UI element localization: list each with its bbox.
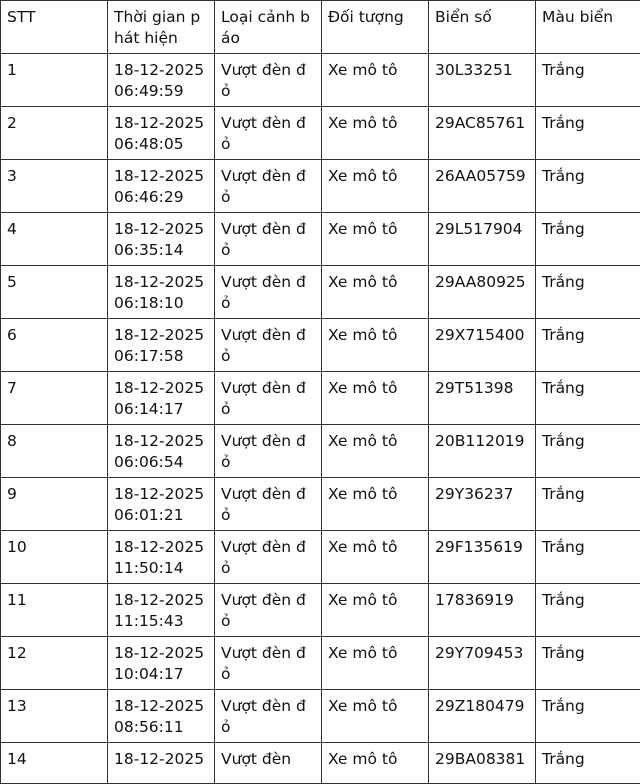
cell-plate-color-text: Trắng <box>542 432 585 450</box>
cell-vehicle-type-text: Xe mô tô <box>328 485 397 503</box>
table-row <box>1 531 640 584</box>
cell-vehicle-type-text: Xe mô tô <box>328 114 397 132</box>
table-row <box>1 54 640 107</box>
cell-vehicle-type-text: Xe mô tô <box>328 379 397 397</box>
table-row <box>1 637 640 690</box>
cell-plate-color <box>536 690 640 743</box>
cell-detection-time-text: 11:50:14 <box>114 559 184 577</box>
cell-vehicle-type <box>322 266 429 319</box>
cell-plate-color-text: Trắng <box>542 114 585 132</box>
table-row <box>1 372 640 425</box>
cell-alert-type <box>215 478 322 531</box>
cell-detection-time-text: 06:48:05 <box>114 135 184 153</box>
cell-vehicle-type-text: Xe mô tô <box>328 750 397 768</box>
cell-detection-time-text: 18-12-2025 <box>114 167 204 185</box>
cell-plate-number-text: 29AC85761 <box>435 114 525 132</box>
cell-vehicle-type-text: Xe mô tô <box>328 273 397 291</box>
cell-plate-number <box>429 319 536 372</box>
cell-alert-type-text: Vượt đèn đỏ <box>221 379 306 418</box>
cell-stt-text: 10 <box>7 538 27 556</box>
cell-vehicle-type-text: Xe mô tô <box>328 591 397 609</box>
cell-alert-type <box>215 690 322 743</box>
table-row <box>1 690 640 743</box>
cell-detection-time-text: 18-12-2025 <box>114 644 204 662</box>
cell-alert-type <box>215 637 322 690</box>
cell-plate-number-text: 29BA08381 <box>435 750 525 768</box>
cell-detection-time-text: 18-12-2025 <box>114 273 204 291</box>
cell-alert-type-text: Vượt đèn đỏ <box>221 644 306 683</box>
table-row <box>1 584 640 637</box>
cell-detection-time-text: 06:14:17 <box>114 400 184 418</box>
cell-detection-time <box>108 584 215 637</box>
cell-stt <box>1 54 108 107</box>
table-row <box>1 266 640 319</box>
cell-stt-text: 2 <box>7 114 17 132</box>
cell-vehicle-type <box>322 160 429 213</box>
cell-vehicle-type-text: Xe mô tô <box>328 326 397 344</box>
cell-plate-color-text: Trắng <box>542 220 585 238</box>
cell-detection-time-text: 06:46:29 <box>114 188 184 206</box>
header-detection-time: Thời gian phát hiện <box>108 1 215 54</box>
cell-vehicle-type <box>322 531 429 584</box>
cell-vehicle-type-text: Xe mô tô <box>328 644 397 662</box>
cell-stt-text: 14 <box>7 750 27 768</box>
table-row <box>1 743 640 784</box>
cell-plate-color-text: Trắng <box>542 326 585 344</box>
cell-stt-text: 1 <box>7 61 17 79</box>
cell-vehicle-type <box>322 690 429 743</box>
cell-plate-color-text: Trắng <box>542 697 585 715</box>
cell-alert-type-text: Vượt đèn đỏ <box>221 326 306 365</box>
cell-plate-color <box>536 54 640 107</box>
cell-detection-time-text: 06:18:10 <box>114 294 184 312</box>
cell-alert-type <box>215 160 322 213</box>
cell-alert-type-text: Vượt đèn đỏ <box>221 61 306 100</box>
cell-plate-number-text: 26AA05759 <box>435 167 526 185</box>
cell-plate-color <box>536 319 640 372</box>
cell-stt-text: 11 <box>7 591 27 609</box>
cell-detection-time-text: 18-12-2025 <box>114 485 204 503</box>
cell-detection-time-text: 06:06:54 <box>114 453 184 471</box>
table-row <box>1 213 640 266</box>
cell-vehicle-type-text: Xe mô tô <box>328 538 397 556</box>
cell-plate-number <box>429 160 536 213</box>
cell-plate-number <box>429 478 536 531</box>
cell-plate-color <box>536 107 640 160</box>
table-header-row <box>1 1 640 54</box>
cell-stt <box>1 107 108 160</box>
cell-stt-text: 9 <box>7 485 17 503</box>
table-row <box>1 478 640 531</box>
cell-plate-color <box>536 372 640 425</box>
cell-alert-type-text: Vượt đèn đỏ <box>221 485 306 524</box>
cell-vehicle-type <box>322 478 429 531</box>
cell-vehicle-type-text: Xe mô tô <box>328 220 397 238</box>
cell-stt <box>1 266 108 319</box>
cell-detection-time-text: 18-12-2025 <box>114 61 204 79</box>
cell-stt <box>1 531 108 584</box>
cell-plate-number <box>429 54 536 107</box>
cell-plate-number-text: 29Y709453 <box>435 644 523 662</box>
cell-alert-type <box>215 584 322 637</box>
cell-plate-number-text: 29Y36237 <box>435 485 514 503</box>
cell-detection-time <box>108 637 215 690</box>
cell-alert-type-text: Vượt đèn đỏ <box>221 273 306 312</box>
header-vehicle-type: Đối tượng <box>322 1 429 54</box>
cell-detection-time-text: 06:35:14 <box>114 241 184 259</box>
cell-alert-type <box>215 266 322 319</box>
cell-alert-type <box>215 531 322 584</box>
cell-plate-color-text: Trắng <box>542 167 585 185</box>
cell-plate-number <box>429 743 536 784</box>
cell-plate-color <box>536 266 640 319</box>
cell-plate-color-text: Trắng <box>542 273 585 291</box>
cell-alert-type <box>215 107 322 160</box>
cell-vehicle-type-text: Xe mô tô <box>328 167 397 185</box>
cell-alert-type-text: Vượt đèn đỏ <box>221 697 306 736</box>
cell-vehicle-type <box>322 54 429 107</box>
cell-vehicle-type-text: Xe mô tô <box>328 61 397 79</box>
cell-alert-type-text: Vượt đèn đỏ <box>221 432 306 471</box>
cell-alert-type <box>215 743 322 784</box>
cell-vehicle-type <box>322 213 429 266</box>
cell-detection-time <box>108 107 215 160</box>
cell-plate-color-text: Trắng <box>542 591 585 609</box>
cell-plate-color-text: Trắng <box>542 61 585 79</box>
cell-stt <box>1 160 108 213</box>
cell-plate-number <box>429 107 536 160</box>
cell-vehicle-type-text: Xe mô tô <box>328 432 397 450</box>
header-plate-color: Màu biển <box>536 1 640 54</box>
cell-alert-type <box>215 425 322 478</box>
cell-vehicle-type <box>322 584 429 637</box>
cell-detection-time <box>108 531 215 584</box>
cell-stt-text: 8 <box>7 432 17 450</box>
cell-alert-type <box>215 319 322 372</box>
cell-plate-number-text: 29L517904 <box>435 220 523 238</box>
cell-plate-color <box>536 743 640 784</box>
cell-detection-time <box>108 743 215 784</box>
cell-alert-type-text: Vượt đèn đỏ <box>221 220 306 259</box>
cell-detection-time-text: 18-12-2025 <box>114 750 204 768</box>
cell-detection-time-text: 18-12-2025 <box>114 114 204 132</box>
cell-stt <box>1 690 108 743</box>
cell-stt-text: 7 <box>7 379 17 397</box>
cell-plate-color-text: Trắng <box>542 538 585 556</box>
cell-plate-number-text: 29T51398 <box>435 379 514 397</box>
cell-stt <box>1 213 108 266</box>
table-row <box>1 319 640 372</box>
cell-plate-color <box>536 160 640 213</box>
cell-plate-color-text: Trắng <box>542 485 585 503</box>
cell-detection-time <box>108 690 215 743</box>
cell-plate-number-text: 29F135619 <box>435 538 523 556</box>
cell-alert-type-text: Vượt đèn đỏ <box>221 167 306 206</box>
cell-vehicle-type <box>322 372 429 425</box>
cell-stt <box>1 319 108 372</box>
cell-plate-number <box>429 584 536 637</box>
cell-detection-time-text: 18-12-2025 <box>114 432 204 450</box>
cell-plate-color-text: Trắng <box>542 379 585 397</box>
cell-vehicle-type <box>322 107 429 160</box>
cell-plate-number-text: 30L33251 <box>435 61 513 79</box>
cell-detection-time <box>108 160 215 213</box>
header-stt: STT <box>1 1 108 54</box>
cell-alert-type-text: Vượt đèn <box>221 750 291 768</box>
cell-stt-text: 5 <box>7 273 17 291</box>
cell-detection-time-text: 18-12-2025 <box>114 379 204 397</box>
cell-plate-number <box>429 213 536 266</box>
cell-detection-time-text: 18-12-2025 <box>114 220 204 238</box>
cell-vehicle-type <box>322 743 429 784</box>
cell-plate-number-text: 20B112019 <box>435 432 525 450</box>
cell-detection-time-text: 06:01:21 <box>114 506 184 524</box>
header-plate-number: Biển số <box>429 1 536 54</box>
cell-detection-time <box>108 266 215 319</box>
cell-stt-text: 3 <box>7 167 17 185</box>
cell-stt <box>1 478 108 531</box>
cell-stt <box>1 372 108 425</box>
cell-detection-time <box>108 54 215 107</box>
cell-plate-color <box>536 637 640 690</box>
cell-plate-color-text: Trắng <box>542 644 585 662</box>
cell-plate-color <box>536 584 640 637</box>
cell-stt <box>1 637 108 690</box>
cell-alert-type-text: Vượt đèn đỏ <box>221 114 306 153</box>
cell-vehicle-type <box>322 319 429 372</box>
cell-detection-time-text: 08:56:11 <box>114 718 184 736</box>
table-row <box>1 160 640 213</box>
cell-detection-time-text: 18-12-2025 <box>114 538 204 556</box>
cell-vehicle-type <box>322 425 429 478</box>
cell-plate-color <box>536 213 640 266</box>
cell-stt-text: 12 <box>7 644 27 662</box>
cell-detection-time <box>108 319 215 372</box>
cell-detection-time-text: 18-12-2025 <box>114 591 204 609</box>
cell-stt <box>1 425 108 478</box>
cell-plate-color <box>536 425 640 478</box>
cell-detection-time <box>108 372 215 425</box>
cell-plate-color-text: Trắng <box>542 750 585 768</box>
cell-plate-number-text: 29X715400 <box>435 326 525 344</box>
cell-alert-type <box>215 213 322 266</box>
cell-detection-time <box>108 478 215 531</box>
table-row <box>1 107 640 160</box>
cell-stt <box>1 584 108 637</box>
cell-alert-type-text: Vượt đèn đỏ <box>221 591 306 630</box>
cell-stt <box>1 743 108 784</box>
cell-stt-text: 6 <box>7 326 17 344</box>
cell-detection-time-text: 10:04:17 <box>114 665 184 683</box>
cell-plate-number <box>429 266 536 319</box>
table-row <box>1 425 640 478</box>
cell-plate-number <box>429 372 536 425</box>
cell-detection-time-text: 11:15:43 <box>114 612 184 630</box>
cell-alert-type-text: Vượt đèn đỏ <box>221 538 306 577</box>
cell-plate-color <box>536 478 640 531</box>
cell-plate-number <box>429 690 536 743</box>
cell-plate-number <box>429 531 536 584</box>
cell-stt-text: 13 <box>7 697 27 715</box>
cell-detection-time <box>108 425 215 478</box>
cell-detection-time <box>108 213 215 266</box>
cell-stt-text: 4 <box>7 220 17 238</box>
cell-plate-number-text: 29AA80925 <box>435 273 526 291</box>
header-alert-type: Loại cảnh báo <box>215 1 322 54</box>
cell-detection-time-text: 06:49:59 <box>114 82 184 100</box>
cell-detection-time-text: 18-12-2025 <box>114 697 204 715</box>
cell-vehicle-type-text: Xe mô tô <box>328 697 397 715</box>
cell-alert-type <box>215 54 322 107</box>
cell-detection-time-text: 06:17:58 <box>114 347 184 365</box>
cell-plate-color <box>536 531 640 584</box>
cell-plate-number-text: 17836919 <box>435 591 514 609</box>
cell-plate-number-text: 29Z180479 <box>435 697 525 715</box>
cell-vehicle-type <box>322 637 429 690</box>
cell-alert-type <box>215 372 322 425</box>
cell-plate-number <box>429 425 536 478</box>
cell-detection-time-text: 18-12-2025 <box>114 326 204 344</box>
cell-plate-number <box>429 637 536 690</box>
